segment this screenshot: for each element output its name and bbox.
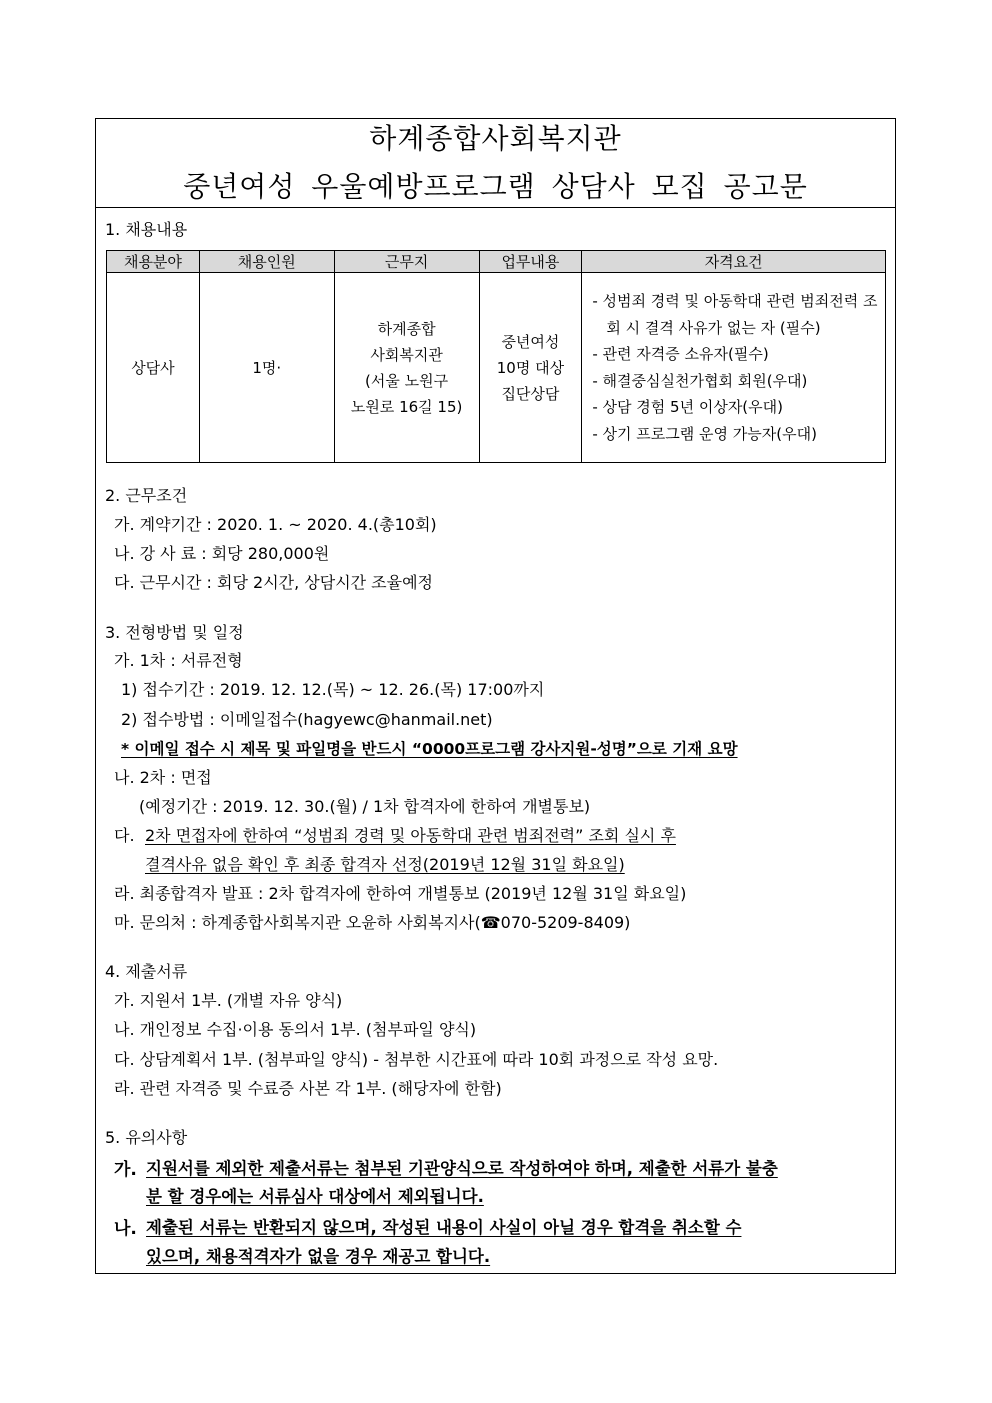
cell-field: 상담사 bbox=[107, 273, 200, 463]
section-3-heading: 3. 전형방법 및 일정 bbox=[105, 623, 244, 642]
cell-duties bbox=[479, 273, 582, 463]
cell-count: 1명· bbox=[199, 273, 334, 463]
title-box bbox=[96, 119, 895, 208]
document-item: 나. 개인정보 수집·이용 동의서 1부. (첨부파일 양식) bbox=[114, 1020, 477, 1039]
section-4-heading: 4. 제출서류 bbox=[105, 962, 188, 981]
workplace-line: 하계종합 bbox=[377, 319, 436, 338]
col-header: 채용인원 bbox=[199, 251, 334, 273]
table-header-row bbox=[107, 251, 886, 273]
recruitment-table bbox=[106, 250, 886, 463]
requirement-item: - 관련 자격증 소유자(필수) bbox=[592, 345, 769, 363]
document-item: 다. 상담계획서 1부. (첨부파일 양식) - 첨부한 시간표에 따라 10회 과정으로 작성 요망. bbox=[114, 1050, 719, 1069]
notice-title: 중년여성 우울예방프로그램 상담사 모집 공고문 bbox=[183, 170, 808, 203]
requirement-item: - 해결중심실천가협회 회원(우대) bbox=[592, 371, 808, 390]
workplace-line: 사회복지관 bbox=[370, 345, 443, 364]
caution-line: 지원서를 제외한 제출서류는 첨부된 기관양식으로 작성하여야 하며, 제출한 서류가 불충 bbox=[146, 1159, 778, 1178]
document-item: 라. 관련 자격증 및 수료증 사본 각 1부. (해당자에 한함) bbox=[114, 1079, 502, 1098]
stage-1: 가. 1차 : 서류전형 bbox=[114, 651, 243, 670]
cell-requirements bbox=[582, 273, 886, 463]
application-period: 1) 접수기간 : 2019. 12. 12.(목) ~ 12. 26.(목) 17:00까지 bbox=[121, 680, 545, 699]
application-method: 2) 접수방법 : 이메일접수(hagyewc@hanmail.net) bbox=[121, 710, 493, 729]
requirement-item: - 성범죄 경력 및 아동학대 관련 범죄전력 조회 시 결격 사유가 없는 자 (필수) bbox=[592, 292, 878, 337]
requirement-item: - 상담 경험 5년 이상자(우대) bbox=[592, 398, 783, 416]
section-5-heading: 5. 유의사항 bbox=[105, 1128, 188, 1147]
table-row bbox=[107, 273, 886, 463]
email-note: * 이메일 접수 시 제목 및 파일명을 반드시 “0000프로그램 강사지원-성명”으로 기재 요망 bbox=[121, 740, 738, 758]
background-check-line: 2차 면접자에 한하여 “성범죄 경력 및 아동학대 관련 범죄전력” 조회 실시 후 bbox=[145, 826, 676, 845]
col-header: 채용분야 bbox=[107, 251, 200, 273]
section-1-heading: 1. 채용내용 bbox=[105, 220, 188, 239]
caution-line: 제출된 서류는 반환되지 않으며, 작성된 내용이 사실이 아닐 경우 합격을 취소할 수 bbox=[146, 1218, 742, 1237]
final-announcement: 라. 최종합격자 발표 : 2차 합격자에 한하여 개별통보 (2019년 12월 31일 화요일) bbox=[114, 884, 687, 903]
workplace-line: (서울 노원구 bbox=[365, 371, 449, 390]
duty-line: 집단상담 bbox=[501, 384, 560, 403]
stage-2: 나. 2차 : 면접 bbox=[114, 768, 212, 787]
background-check-line: 결격사유 없음 확인 후 최종 합격자 선정(2019년 12월 31일 화요일) bbox=[145, 855, 625, 874]
interview-schedule: (예정기간 : 2019. 12. 30.(월) / 1차 합격자에 한하여 개별통보) bbox=[139, 797, 591, 816]
workplace-line: 노원로 16길 15) bbox=[350, 397, 463, 416]
item-prefix: 다. bbox=[114, 826, 135, 845]
cell-workplace bbox=[334, 273, 479, 463]
col-header: 자격요건 bbox=[582, 251, 886, 273]
work-condition-item: 가. 계약기간 : 2020. 1. ~ 2020. 4.(총10회) bbox=[114, 515, 437, 534]
section-2-heading: 2. 근무조건 bbox=[105, 486, 188, 505]
work-condition-item: 다. 근무시간 : 회당 2시간, 상담시간 조율예정 bbox=[114, 573, 434, 592]
duty-line: 10명 대상 bbox=[496, 358, 565, 377]
col-header: 근무지 bbox=[334, 251, 479, 273]
item-prefix: 나. bbox=[114, 1219, 137, 1239]
duty-line: 중년여성 bbox=[501, 332, 560, 351]
notice-frame bbox=[95, 118, 896, 1274]
item-prefix: 가. bbox=[114, 1160, 137, 1180]
org-title: 하계종합사회복지관 bbox=[369, 122, 622, 155]
contact-info: 마. 문의처 : 하계종합사회복지관 오윤하 사회복지사(☎070-5209-8409) bbox=[114, 913, 631, 932]
caution-line: 분 할 경우에는 서류심사 대상에서 제외됩니다. bbox=[146, 1187, 484, 1206]
caution-line: 있으며, 채용적격자가 없을 경우 재공고 합니다. bbox=[146, 1247, 491, 1266]
col-header: 업무내용 bbox=[479, 251, 582, 273]
document-item: 가. 지원서 1부. (개별 자유 양식) bbox=[114, 991, 343, 1010]
requirement-item: - 상기 프로그램 운영 가능자(우대) bbox=[592, 424, 817, 443]
work-condition-item: 나. 강 사 료 : 회당 280,000원 bbox=[114, 544, 330, 563]
